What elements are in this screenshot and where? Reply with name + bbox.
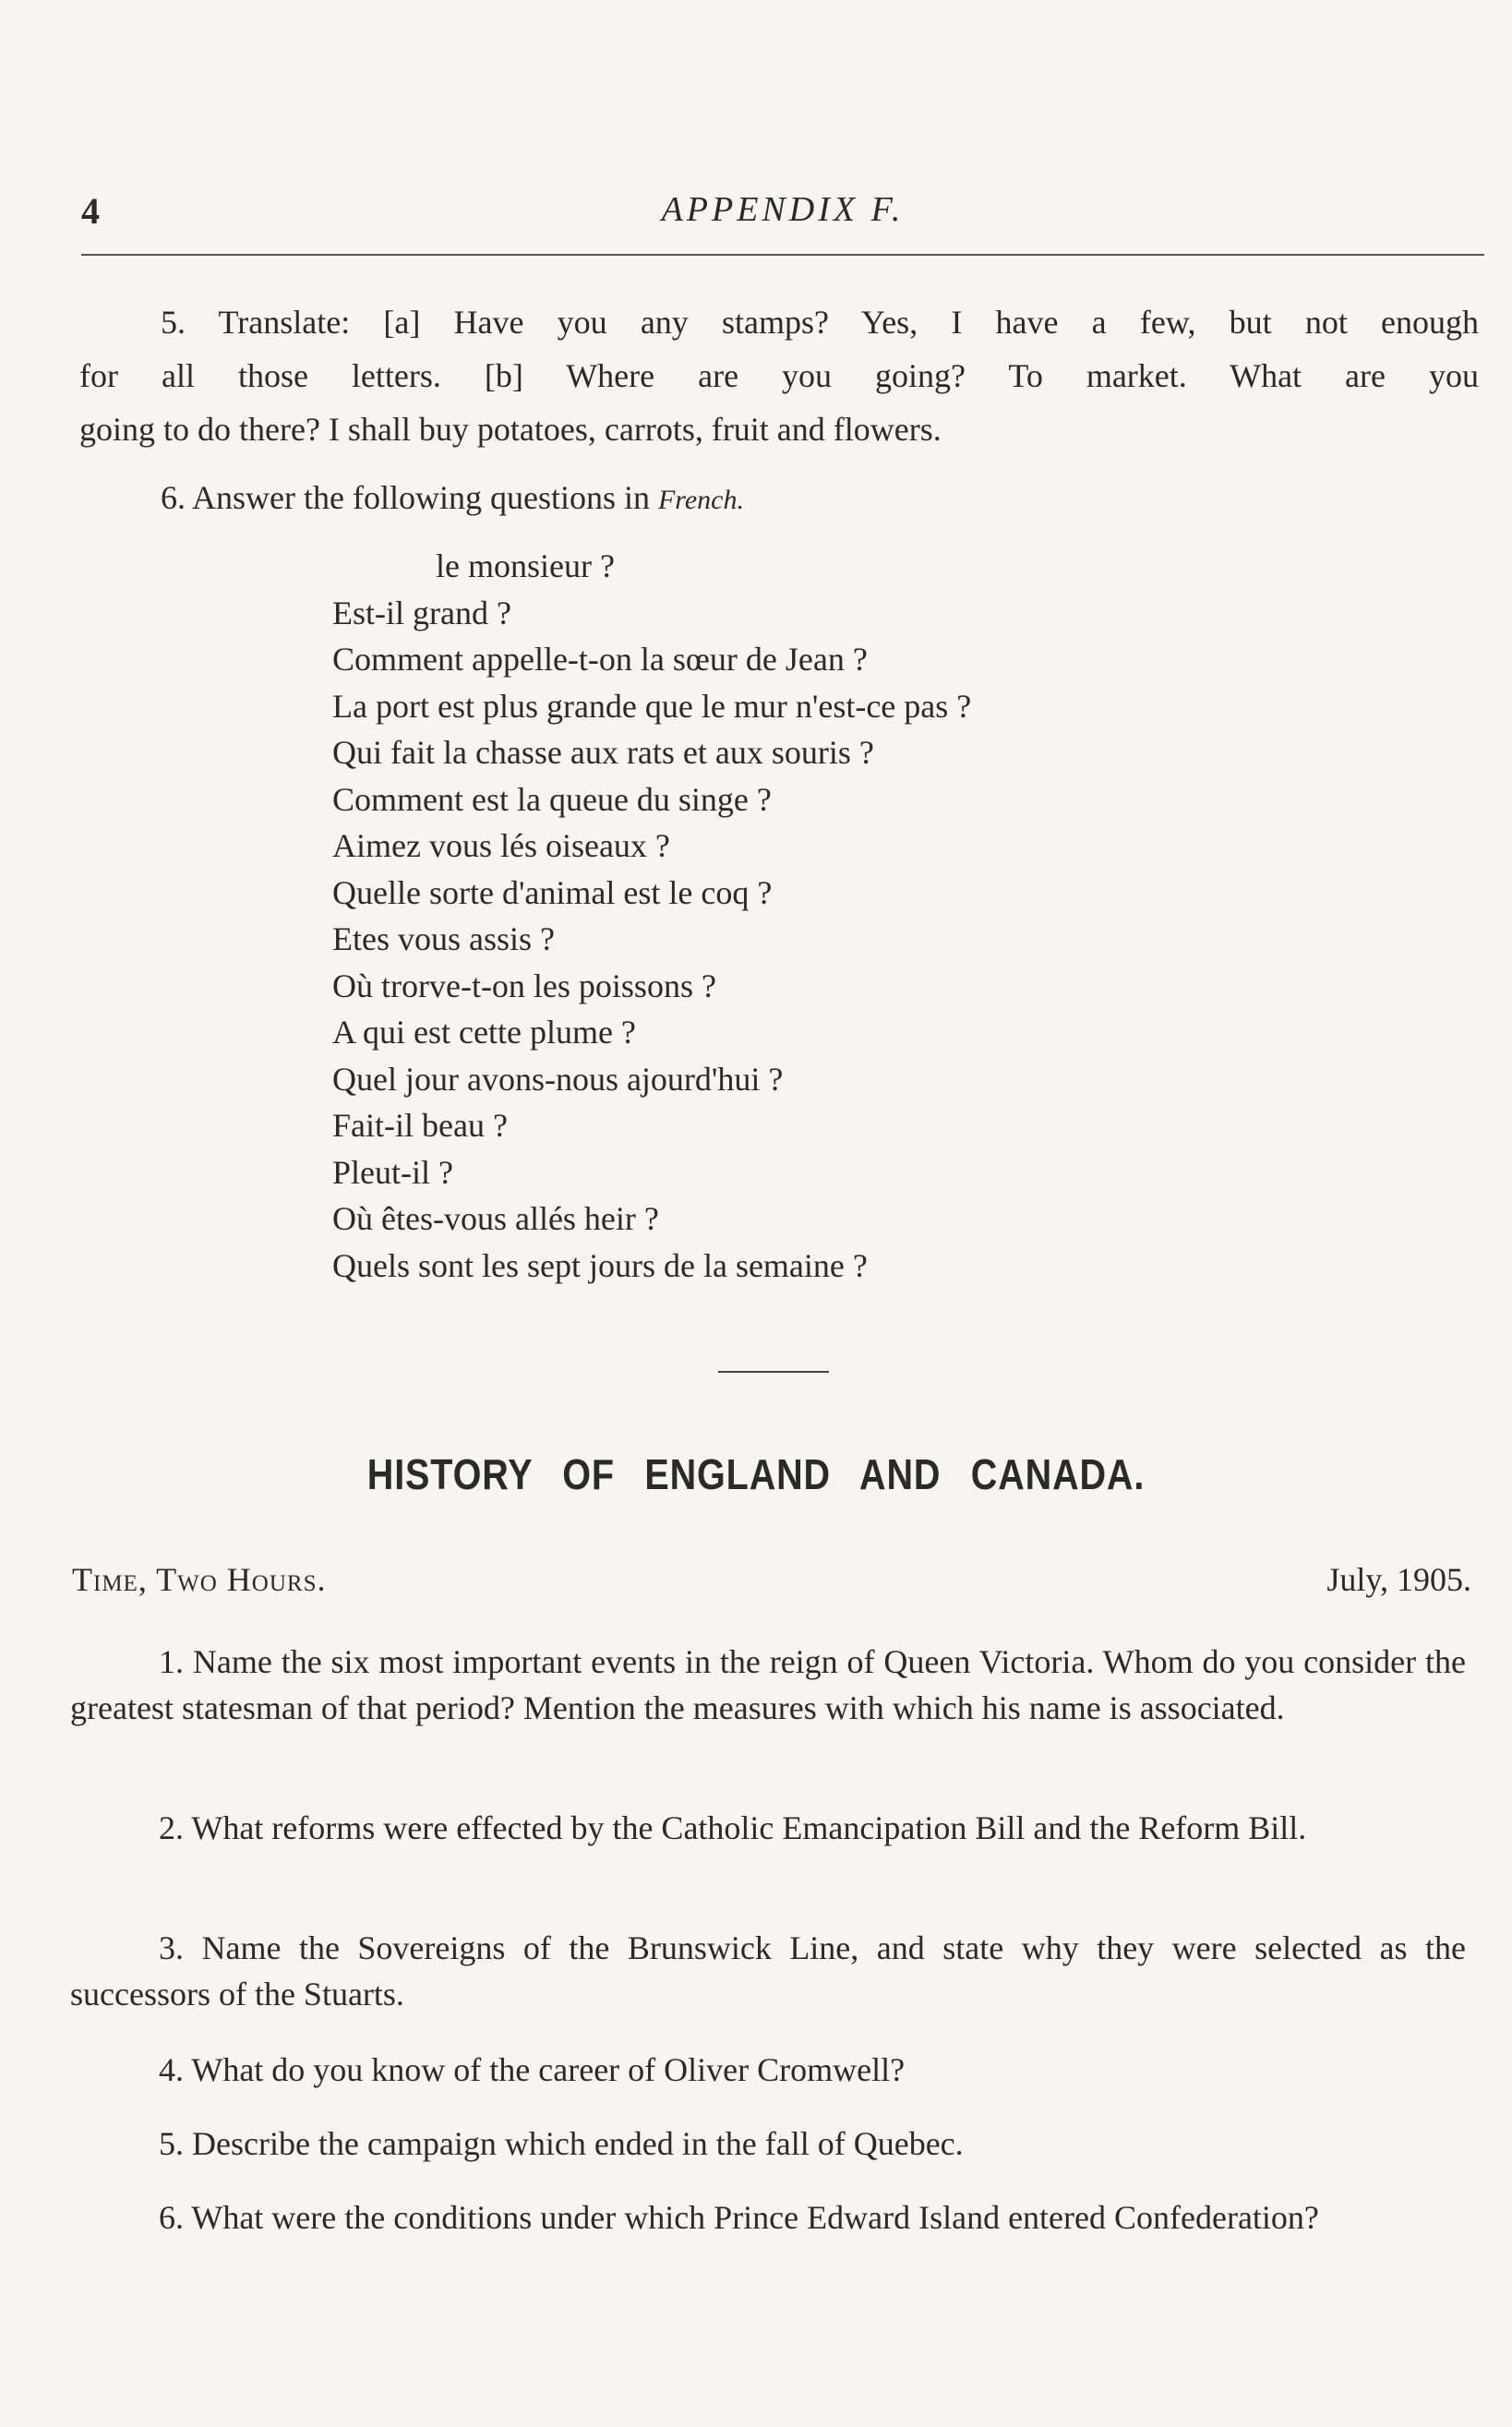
question-item: Fait-il beau ? bbox=[332, 1107, 508, 1144]
question-item: Comment est la queue du singe ? bbox=[332, 780, 772, 818]
header-rule bbox=[81, 254, 1484, 256]
french-question-list bbox=[332, 543, 971, 1289]
question-text: 5. Describe the campaign which ended in the fall of Quebec. bbox=[159, 2125, 964, 2162]
section-title: HISTORY OF ENGLAND AND CANADA. bbox=[366, 1450, 1146, 1498]
question-item: Est-il grand ? bbox=[332, 594, 511, 631]
q6-text: 6. Answer the following questions in bbox=[161, 479, 658, 516]
question-item: Comment appelle-t-on la sœur de Jean ? bbox=[332, 641, 868, 678]
history-question-2 bbox=[70, 1805, 1466, 1851]
question-item: Où êtes-vous allés heir ? bbox=[332, 1200, 659, 1237]
history-question-6 bbox=[70, 2194, 1466, 2241]
question-item: Quelle sorte d'animal est le coq ? bbox=[332, 873, 773, 911]
question-item: Pleut-il ? bbox=[332, 1153, 453, 1191]
q5-line-2: for all those letters. [b] Where are you going? To market. What are you bbox=[79, 357, 1479, 394]
french-question-5 bbox=[79, 295, 1479, 456]
running-head: APPENDIX F. bbox=[661, 190, 905, 229]
question-item: Aimez vous lés oiseaux ? bbox=[332, 827, 670, 864]
history-question-1 bbox=[70, 1639, 1466, 1731]
q5-line-3: going to do there? I shall buy potatoes, carrots, fruit and flowers. bbox=[79, 411, 942, 448]
q6-french-word: French. bbox=[657, 485, 744, 515]
question-item: Quel jour avons-nous ajourd'hui ? bbox=[332, 1060, 784, 1098]
section-divider bbox=[718, 1371, 829, 1373]
page-header bbox=[81, 189, 1484, 245]
exam-time: Time, Two Hours. bbox=[72, 1561, 327, 1598]
q5-line-1: 5. Translate: [a] Have you any stamps? Yes, I have a few, but not enough bbox=[161, 304, 1479, 341]
history-question-5 bbox=[70, 2121, 1466, 2167]
question-text: 3. Name the Sovereigns of the Brunswick Line, and state why they were selected as the successors of the Stuarts. bbox=[70, 1929, 1466, 2012]
question-item: La port est plus grande que le mur n'est-ce pas ? bbox=[332, 687, 972, 725]
question-item: Qui fait la chasse aux rats et aux souris ? bbox=[332, 734, 874, 771]
page-number: 4 bbox=[81, 190, 100, 232]
exam-date: July, 1905. bbox=[1326, 1561, 1471, 1598]
question-text: 4. What do you know of the career of Oliver Cromwell? bbox=[159, 2051, 906, 2088]
question-item: le monsieur ? bbox=[436, 547, 615, 584]
question-text: 6. What were the conditions under which Prince Edward Island entered Confederation? bbox=[159, 2199, 1319, 2236]
question-item: A qui est cette plume ? bbox=[332, 1014, 636, 1051]
history-question-4 bbox=[70, 2047, 1466, 2093]
question-item: Etes vous assis ? bbox=[332, 920, 555, 957]
french-question-6 bbox=[161, 471, 744, 527]
question-item: Quels sont les sept jours de la semaine ? bbox=[332, 1246, 868, 1284]
question-item: Où trorve-t-on les poissons ? bbox=[332, 967, 716, 1004]
history-question-3 bbox=[70, 1925, 1466, 2017]
question-text: 1. Name the six most important events in the reign of Queen Victoria. Whom do you consider the greatest statesman of that period? Mention the measures with which his name is associated. bbox=[70, 1643, 1466, 1726]
question-text: 2. What reforms were effected by the Catholic Emancipation Bill and the Reform Bill. bbox=[159, 1809, 1307, 1846]
